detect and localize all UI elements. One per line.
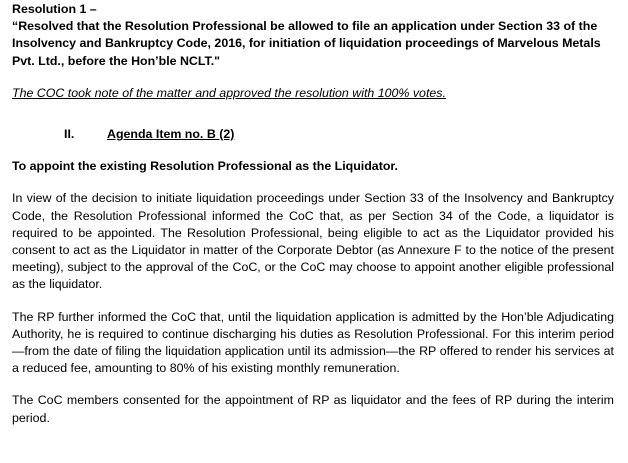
paragraph-coc-consent: The CoC members consented for the appointment of RP as liquidator and the fees of RP during the interim period. [12,393,614,425]
agenda-title: Agenda Item no. B (2) [107,127,235,142]
paragraph-liquidator-appointment: In view of the decision to initiate liquidation proceedings under Section 33 of the Insolvency and Bankruptcy Code, the Resolution Professional informed the CoC that, as per Section 34 of the Code, a liquidator is required to be appointed. The Resolution Professional, being eligible to act as the Liquidator provided his consent to act as the Liquidator in matter of the Corporate Debtor (as Annexure F to the notice of the present meeting), subject to the approval of the CoC, or the CoC may choose to appoint another eligible professional as the liquidator. [12,191,614,292]
paragraph-interim-fee: The RP further informed the CoC that, until the liquidation application is admitted by the Hon’ble Adjudicating Authority, he is required to continue discharging his duties as Resolution Professional. For this interim period—from the date of filing the liquidation application until its admission—the RP offered to render his services at a reduced fee, amounting to 80% of his existing monthly remuneration. [12,309,614,376]
resolution-text: “Resolved that the Resolution Professional be allowed to file an application under Section 33 of the Insolvency and Bankruptcy Code, 2016, for initiation of liquidation proceedings of Marvelous Metals Pvt. Ltd., before the Hon’ble NCLT." [12,19,601,68]
approval-note: The COC took note of the matter and approved the resolution with 100% votes. [12,85,446,100]
resolution-heading: Resolution 1 – [12,2,97,16]
agenda-subject: To appoint the existing Resolution Professional as the Liquidator. [12,159,398,174]
agenda-number: II. [64,127,75,142]
agenda-item [12,126,614,143]
